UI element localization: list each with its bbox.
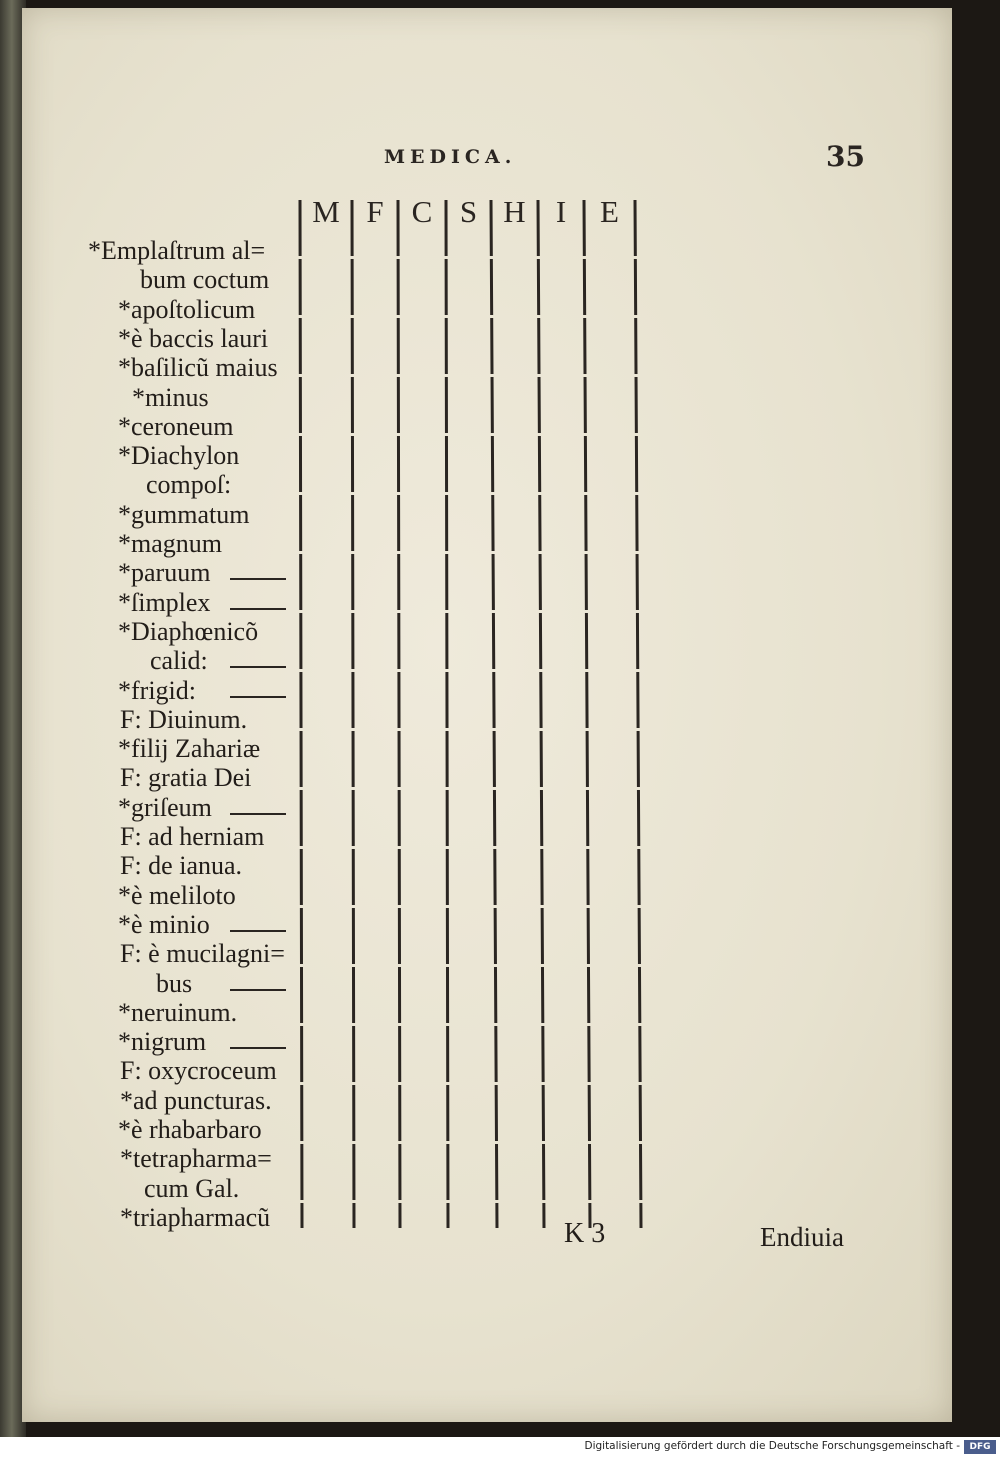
entry-row: F: ad herniam (120, 822, 265, 851)
entry-row: *tetrapharma= (120, 1144, 272, 1174)
entry-row: *frigid: (118, 675, 196, 705)
column-letter-f: F (366, 194, 384, 229)
entry-row: *Diachylon (118, 441, 240, 471)
entry-row: compoſ: (146, 470, 232, 500)
entry-row: *paruum (118, 558, 211, 588)
column-rule (446, 200, 448, 1228)
entry-row: F: Diuinum. (120, 704, 248, 734)
column-rule (584, 200, 590, 1228)
entry-row: cum Gal. (144, 1173, 240, 1203)
running-head: MEDICA. (384, 146, 517, 168)
signature-mark: K 3 (564, 1218, 606, 1249)
column-letter-m: M (312, 194, 340, 229)
entry-dash (230, 1047, 286, 1049)
entry-row: bum coctum (140, 265, 270, 295)
column-rule (538, 200, 544, 1228)
entry-row: *magnum (118, 529, 222, 558)
column-rule (635, 200, 641, 1228)
entry-row: *griſeum (118, 792, 212, 822)
entry-row: *Diaphœnicõ (118, 616, 259, 646)
entry-row: *è rhabarbaro (118, 1115, 262, 1144)
entry-row: calid: (150, 646, 208, 676)
entry-row: *baſilicũ maius (118, 353, 278, 383)
column-letter-e: E (600, 194, 619, 229)
column-letter-h: H (503, 194, 526, 229)
dfg-logo: DFG (964, 1440, 996, 1454)
column-rule (352, 200, 354, 1228)
column-letter-s: S (459, 194, 478, 229)
column-letter-c: C (411, 194, 433, 229)
column-letter-i: I (555, 194, 567, 229)
entry-dash (230, 813, 286, 815)
entry-row: *apoſtolicum (118, 294, 256, 324)
column-rule (491, 200, 497, 1228)
footer-bar (0, 1437, 1000, 1457)
column-rule (300, 200, 302, 1228)
entry-row: *filij Zahariæ (118, 734, 261, 764)
entry-dash (230, 989, 286, 991)
entry-row: *è baccis lauri (118, 323, 269, 353)
entry-row: *ad puncturas. (120, 1085, 272, 1115)
entry-row: *neruinum. (118, 997, 238, 1027)
entry-dash (230, 666, 286, 668)
footer-credit: Digitalisierung gefördert durch die Deutsche Forschungsgemeinschaft - (584, 1440, 960, 1452)
entry-dash (230, 930, 286, 932)
entry-row: F: è mucilagni= (120, 939, 285, 969)
entry-row: F: oxycroceum (120, 1056, 277, 1086)
catchword: Endiuia (760, 1222, 844, 1252)
entry-row: *ceroneum (118, 411, 234, 441)
entry-row: *Emplaſtrum al= (88, 236, 266, 265)
entry-row: *gummatum (118, 499, 250, 529)
entry-row: *minus (132, 382, 209, 412)
page-number: 35 (826, 140, 865, 173)
column-rule (398, 200, 400, 1228)
entry-row: F: de ianua. (120, 851, 243, 881)
entry-row: *ſimplex (118, 587, 211, 617)
entry-dash (230, 696, 286, 698)
entry-dash (230, 608, 286, 610)
entry-row: *è meliloto (118, 880, 236, 910)
entry-row: *è minio (118, 909, 210, 939)
entry-row: *nigrum (118, 1027, 207, 1057)
entry-dash (230, 578, 286, 580)
entry-row: bus (156, 968, 193, 998)
entry-row: F: gratia Dei (120, 763, 252, 793)
entry-row: *triapharmacũ (120, 1202, 271, 1232)
